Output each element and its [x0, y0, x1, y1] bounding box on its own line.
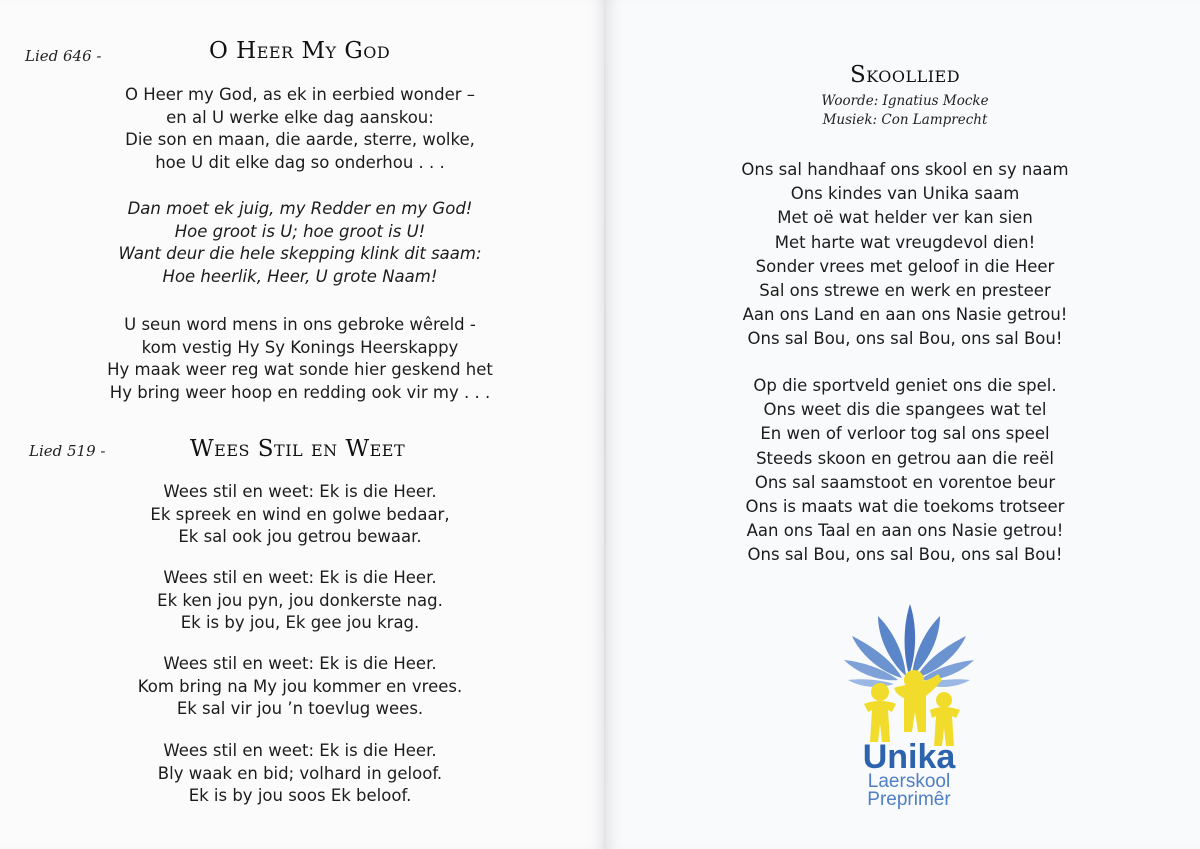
lyric-line: en al U werke elke dag aanskou: [166, 107, 434, 127]
lyric-line: Kom bring na My jou kommer en vrees. [137, 676, 463, 696]
logo-line-laerskool: Laerskool [867, 771, 951, 792]
lyric-line: Sal ons strewe en werk en presteer [759, 281, 1051, 301]
lyric-line: U seun word mens in ons gebroke wêreld - [124, 315, 476, 334]
lyric-line: Ons kindes van Unika saam [790, 184, 1020, 204]
lyric-line: Ek ken jou pyn, jou donkerste nag. [157, 590, 443, 610]
lyric-line: O Heer my God, as ek in eerbied wonder – [124, 85, 476, 104]
lyric-line: Steeds skoon en getrou aan die reël [756, 448, 1054, 468]
right-page [606, 0, 1200, 849]
lyric-line: Want deur die hele skepping klink dit saam: [118, 244, 482, 263]
lyric-line: Op die sportveld geniet ons die spel. [753, 376, 1057, 395]
logo-name: Unika [862, 738, 956, 776]
lyric-line: Hoe groot is U; hoe groot is U! [174, 221, 426, 241]
lyric-line: Die son en maan, die aarde, sterre, wolke, [125, 130, 475, 149]
lyric-line: Ons weet dis die spangees wat tel [763, 400, 1047, 420]
song2-stanza1 [100, 481, 500, 549]
lyric-line: Ons sal Bou, ons sal Bou, ons sal Bou! [747, 329, 1063, 349]
lyric-line: hoe U dit elke dag so onderhou . . . [155, 152, 445, 172]
lyric-line: Sonder vrees met geloof in die Heer [755, 256, 1055, 276]
song2-number: Lied 519 - [29, 442, 106, 460]
lyric-line: Ons is maats wat die toekoms trotseer [745, 497, 1065, 517]
lyric-line: Ons sal handhaaf ons skool en sy naam [741, 160, 1069, 179]
unika-logo-emblem [834, 600, 984, 750]
words-credit: Woorde: Ignatius Mocke [821, 93, 989, 109]
song1-chorus [100, 198, 500, 288]
lyric-line: Ek is by jou, Ek gee jou krag. [180, 613, 420, 632]
school-song-title: Skoollied [849, 62, 961, 88]
lyric-line: Ek sal ook jou getrou bewaar. [178, 527, 422, 546]
lyric-line: En wen of verloor tog sal ons speel [760, 424, 1050, 444]
lyric-line: Hoe heerlik, Heer, U grote Naam! [162, 266, 438, 286]
song1-title: O Heer My God [209, 38, 391, 64]
lyric-line: Wees stil en weet: Ek is die Heer. [163, 482, 437, 501]
lyric-line: Ek is by jou soos Ek beloof. [188, 786, 412, 805]
song2-title: Wees Stil en Weet [190, 436, 406, 462]
school-song-verse2 [606, 374, 1200, 568]
lyric-line: Ek sal vir jou ’n toevlug wees. [176, 699, 424, 718]
song1-number: Lied 646 - [25, 47, 102, 65]
lyric-line: Met oë wat helder ver kan sien [777, 208, 1033, 228]
song1-stanza1 [100, 84, 500, 174]
logo-line-preprimer: Preprimêr [867, 789, 951, 810]
lyric-line: Wees stil en weet: Ek is die Heer. [163, 654, 437, 673]
lyric-line: Ons sal saamstoot en vorentoe beur [754, 472, 1056, 492]
song2-stanza3 [100, 653, 500, 721]
lyric-line: Ek spreek en wind en golwe bedaar, [150, 504, 450, 524]
music-credit: Musiek: Con Lamprecht [822, 112, 988, 128]
song2-stanza4 [100, 740, 500, 808]
lyric-line: Dan moet ek juig, my Redder en my God! [127, 199, 473, 218]
lyric-line: Met harte wat vreugdevol dien! [774, 232, 1036, 252]
lyric-line: Bly waak en bid; volhard in geloof. [157, 763, 443, 783]
song2-stanza2 [100, 567, 500, 635]
song-credits [606, 92, 1200, 130]
song1-stanza2 [100, 314, 500, 404]
lyric-line: Wees stil en weet: Ek is die Heer. [163, 568, 437, 587]
lyric-line: Hy bring weer hoop en redding ook vir my . . . [109, 382, 491, 402]
lyric-line: Wees stil en weet: Ek is die Heer. [163, 741, 437, 760]
lyric-line: Ons sal Bou, ons sal Bou, ons sal Bou! [747, 545, 1063, 565]
lyric-line: Hy maak weer reg wat sonde hier geskend het [107, 360, 493, 379]
lyric-line: Aan ons Land en aan ons Nasie getrou! [742, 305, 1068, 325]
lyric-line: kom vestig Hy Sy Konings Heerskappy [141, 337, 459, 357]
school-song-verse1 [606, 158, 1200, 352]
lyric-line: Aan ons Taal en aan ons Nasie getrou! [746, 521, 1064, 541]
